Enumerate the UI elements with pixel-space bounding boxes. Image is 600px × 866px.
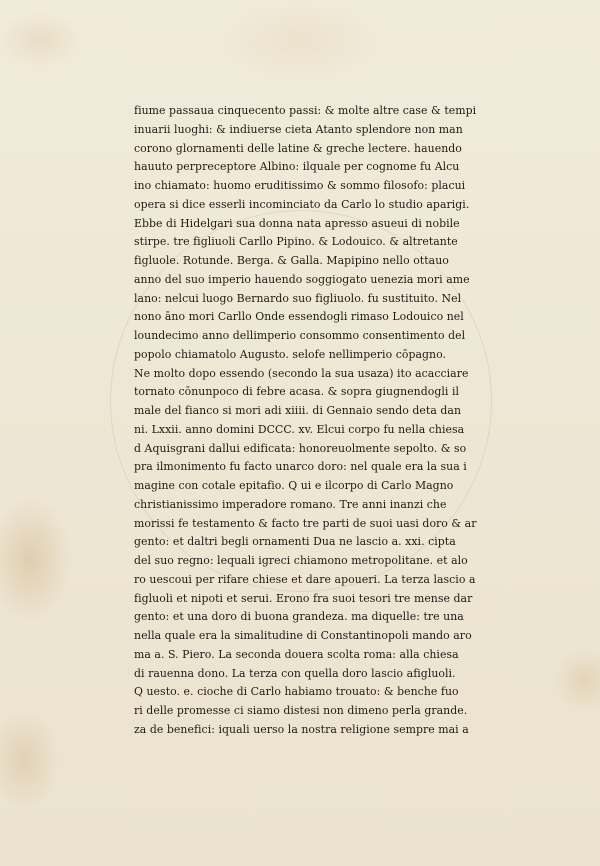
text-line: Ne molto dopo essendo (secondo la sua usaza) ito acacciare <box>134 366 469 380</box>
text-line: Ebbe di Hidelgari sua donna nata apresso asueui di nobile <box>134 216 460 230</box>
text-line: nono āno mori Carllo Onde essendogli rimaso Lodouico nel <box>134 310 464 324</box>
text-line: pra ilmonimento fu facto unarco doro: nel quale era la sua i <box>134 460 467 474</box>
text-line: tornato cōnunpoco di febre acasa. & sopra giugnendogli il <box>134 385 460 399</box>
text-line: nella quale era la simalitudine di Constantinopoli mando aro <box>134 629 472 642</box>
text-line: ino chiamato: huomo eruditissimo & sommo filosofo: placui <box>134 179 466 192</box>
text-line: d Aquisgrani dallui edificata: honoreuolmente sepolto. & so <box>134 441 467 455</box>
text-line: opera si dice esserli incominciato da Carlo lo studio aparigi. <box>134 197 470 211</box>
text-line: magine con cotale epitafio. Q ui e ilcorpo di Carlo Magno <box>134 479 454 492</box>
text-line: Q uesto. e. cioche di Carlo habiamo trouato: & benche fuo <box>134 685 459 699</box>
text-line: ri delle promesse ci siamo distesi non dimeno perla grande. <box>134 704 468 717</box>
text-line: stirpe. tre figliuoli Carllo Pipino. & Lodouico. & altretante <box>134 235 458 249</box>
text-line: ni. Lxxii. anno domini DCCC. xv. Elcui corpo fu nella chiesa <box>134 422 465 436</box>
text-line: del suo regno: lequali igreci chiamono metropolitane. et alo <box>134 554 468 567</box>
text-line: anno del suo imperio hauendo soggiogato uenezia mori ame <box>134 272 470 286</box>
text-line: ma a. S. Piero. La seconda douera scolta roma: alla chiesa <box>134 647 459 661</box>
text-line: fiume passaua cinquecento passi: & molte altre case & tempi <box>134 104 477 117</box>
text-line: corono glornamenti delle latine & greche lectere. hauendo <box>134 141 462 155</box>
text-line: hauuto perpreceptore Albino: ilquale per cognome fu Alcu <box>134 160 460 174</box>
text-line: lano: nelcui luogo Bernardo suo figliuolo. fu sustituito. Nel <box>134 291 462 305</box>
text-line: za de benefici: iquali uerso la nostra religione sempre mai a <box>134 722 469 736</box>
text-line: morissi fe testamento & facto tre parti de suoi uasi doro & ar <box>134 516 477 530</box>
text-line: di rauenna dono. La terza con quella doro lascio afigluoli. <box>134 666 456 680</box>
text-line: gento: et una doro di buona grandeza. ma diquelle: tre una <box>134 610 464 624</box>
text-line: loundecimo anno dellimperio consommo consentimento del <box>134 329 466 342</box>
text-block <box>134 102 506 740</box>
text-line: christianissimo imperadore romano. Tre anni inanzi che <box>134 497 447 511</box>
text-line: figluole. Rotunde. Berga. & Galla. Mapipino nello ottauo <box>134 254 449 267</box>
text-line: male del fianco si mori adi xiiii. di Gennaio sendo deta dan <box>134 404 462 417</box>
text-line: figluoli et nipoti et serui. Erono fra suoi tesori tre mense dar <box>134 591 473 605</box>
text-line: popolo chiamatolo Augusto. selofe nellimperio cōpagno. <box>134 347 447 361</box>
text-line: gento: et daltri begli ornamenti Dua ne lascio a. xxi. cipta <box>134 535 456 549</box>
text-line: ro uescoui per rifare chiese et dare apoueri. La terza lascio a <box>134 572 476 586</box>
text-line: inuarii luoghi: & indiuerse cieta Atanto splendore non man <box>134 122 463 136</box>
